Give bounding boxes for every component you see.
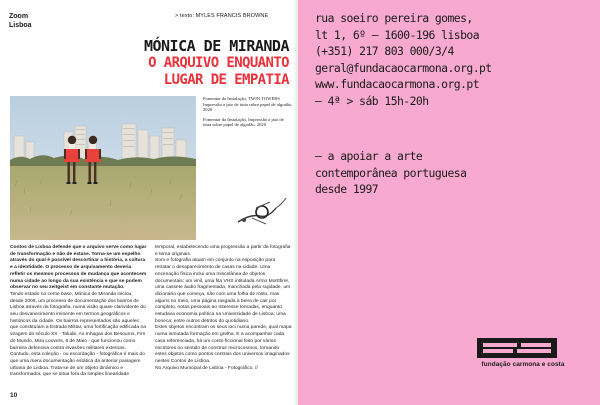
phone-number: (+351) 217 803 000/3/4 [315,44,454,58]
tagline-line2: contemporânea portuguesa [315,165,467,180]
section-label-line2: Lisboa [9,22,32,29]
opening-hours: — 4ª > sáb 15h-20h [315,93,429,108]
tagline-line3: desde 1997 [315,182,379,196]
logo-text: fundação carmona e costa [481,361,565,368]
article-paragraph: Som e fotografia atuam em conjunto na exposição para retratar o desaparecimento de casas na cidade. Uma encenação física inclui uma miscelânea de objetos documentais: um vinil, uma fita VHS intitulada Armo Morttfirer, uma cassete áudio fragmentada, manchada pela sujidade, um dicionário que começa, não com uma folha de rosto, mas alguns no meio, uma página rasgada à beira de cair por completo, notas pessoais ao Interesse tornadas, enquanto estudava economia política na Universidade de Lisboa; uma boneca; entre outros detritos do quotidiano. [155,258,291,324]
page-number: 10 [10,392,18,399]
address-street: rua soeiro pereira gomes, [315,11,473,25]
section-label [9,12,32,30]
object-photo [232,192,290,228]
author-credit: > texto: MYLES FRANCIS BROWNE [175,13,269,19]
photo-caption [203,96,293,132]
headline-title-line1: O ARQUIVO ENQUANTO [148,55,289,71]
article-paragraph: No Arquivo Municipal de Lisboa - Fotográfico. // [155,365,258,371]
article-lead: Contos de Lisboa defende que o arquivo serve como lugar de transformação e não de estase. Torna-se um espelho através do qual é possível descortinar a história, a cultura e a identidade. O processo de arquivamento deveria refletir os mesmos processos de mudança que acontecem numa cidade ao longo da sua existência e que se podem observar no seu zeitgeist em constante mutação. [10,245,147,291]
headline-artist: MÓNICA DE MIRANDA [143,37,289,55]
email-address: geral@fundacaocarmona.org.pt [315,60,492,75]
headline [27,38,289,89]
article-paragraph: Tendo estado no cerne base, Mónica de Miranda iniciou, desde 2009, um processo de documentação dos bairros de Lisboa através da fotografia, numa visão quase clarividente do seu desvanecimento iminente em termos geográficos e históricos da cidade. Os bairros representados são aqueles que constituíam a Estrada Militar, uma fortificação edificada na viragem do século XX - Talude, As Inhagas dos Besouros, Fim do Mundo, Mira Louvers, 6 de Maio - que funcionou como barreira defensiva contra invasões militares externas. [10,291,146,351]
website-url: www.fundacaocarmona.org.pt [315,77,480,91]
headline-title-line2: LUGAR DE EMPATIA [163,72,289,88]
tagline [315,148,597,198]
tagline-line1: — a apoiar a arte [315,149,423,163]
article-paragraph: Contudo, esta coleção - ou escordação - fotográfica é mais do que uma mera documentação estática da anterior paisagem urbana de Lisboa. Trata-se de um objeto dinâmico e transformador, que se situa fora da simples linearidade temporal, estabelecendo uma progressão a partir da fotografia e terna originais. [10,245,291,378]
left-page [0,0,298,405]
right-page [298,0,600,405]
artwork-photo [10,96,196,240]
caption-line2: Fomentar da Instalação, Impressão a jato de tinta sobre papel de algodão, 2020 [203,116,284,128]
article-body [10,245,292,391]
section-label-line1: Zoom [9,13,29,20]
logo-mark-icon [477,338,557,358]
article-paragraph: Estes objetos encontram os seus ioci numa parede, qual mapa numa inmutada formação em grelha. E a acompanhar cada casa referenciada, há um conto ficcional feito por vários escritores no sentido de construir microcosmos, tornando estes objetos como pontos centrais dos universos imaginados nestes Contos de Lisboa. [155,325,292,364]
foundation-logo [469,338,577,374]
address-city: lt 1, 6º — 1600-196 lisboa [315,27,480,42]
contact-block [315,10,597,109]
caption-line1: Fomentar da Instalação, TWIN TOWERS Impressão a jato de tinta sobre papel de algodão, 2020 [203,96,293,113]
